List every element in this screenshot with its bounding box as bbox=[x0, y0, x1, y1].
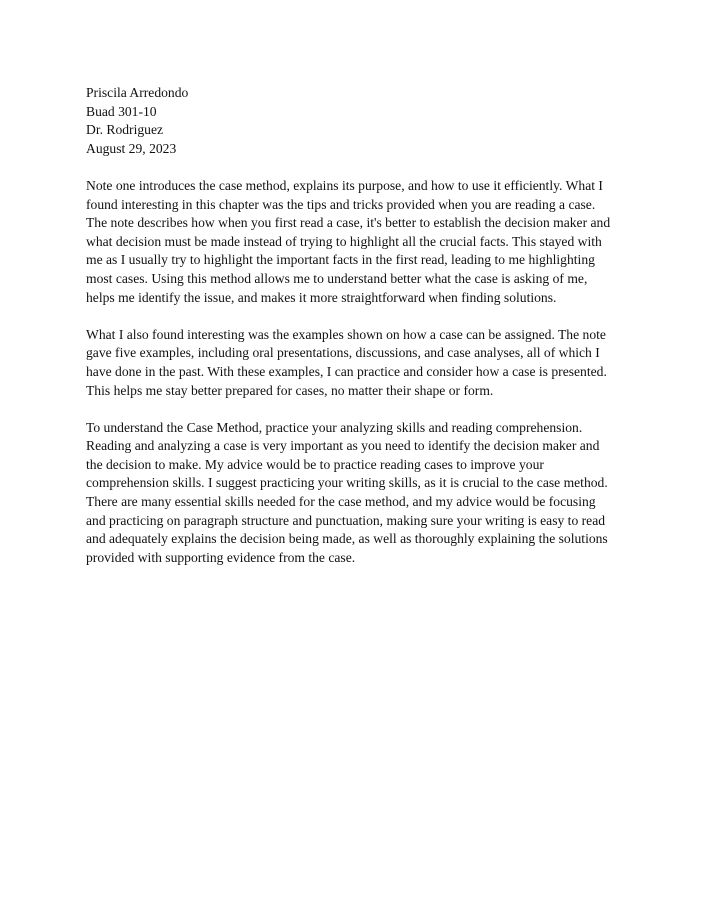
author-name: Priscila Arredondo bbox=[86, 85, 189, 100]
body-paragraph bbox=[86, 177, 646, 307]
document-page bbox=[86, 84, 646, 586]
document-date: August 29, 2023 bbox=[86, 140, 177, 156]
paragraph-line: and practicing on paragraph structure and punctuation, making sure your writing is easy to read bbox=[86, 512, 606, 528]
paragraph-line: comprehension skills. I suggest practicing your writing skills, as it is crucial to the case method. bbox=[86, 475, 608, 491]
paragraph-line: the decision to make. My advice would be to practice reading cases to improve your bbox=[86, 456, 544, 472]
paragraph-line: helps me identify the issue, and makes it more straightforward when finding solutions. bbox=[86, 289, 557, 305]
paragraph-line: found interesting in this chapter was the tips and tricks provided when you are reading a case. bbox=[86, 196, 596, 212]
paragraph-line: provided with supporting evidence from the case. bbox=[86, 549, 356, 565]
paragraph-line: and adequately explains the decision being made, as well as thoroughly explaining the solutions bbox=[86, 531, 608, 547]
body-paragraph bbox=[86, 326, 646, 400]
paragraph-line: The note describes how when you first read a case, it's better to establish the decision maker and bbox=[86, 215, 611, 231]
paragraph-line: What I also found interesting was the examples shown on how a case can be assigned. The note bbox=[86, 326, 606, 342]
paragraph-line: what decision must be made instead of trying to highlight all the crucial facts. This stayed with bbox=[86, 233, 602, 249]
paragraph-line: me as I usually try to highlight the important facts in the first read, leading to me highlighting bbox=[86, 252, 595, 268]
document-header bbox=[86, 84, 646, 158]
paragraph-line: Note one introduces the case method, explains its purpose, and how to use it efficiently. What I bbox=[86, 177, 603, 193]
instructor-name: Dr. Rodriguez bbox=[86, 122, 164, 138]
paragraph-line: To understand the Case Method, practice your analyzing skills and reading comprehension. bbox=[86, 419, 583, 435]
paragraph-line: Reading and analyzing a case is very important as you need to identify the decision maker and bbox=[86, 438, 600, 454]
course-code: Buad 301-10 bbox=[86, 103, 157, 119]
paragraph-line: have done in the past. With these examples, I can practice and consider how a case is presented. bbox=[86, 363, 607, 379]
paragraph-line: gave five examples, including oral presentations, discussions, and case analyses, all of which I bbox=[86, 345, 600, 361]
paragraph-line: most cases. Using this method allows me to understand better what the case is asking of me, bbox=[86, 270, 588, 286]
body-paragraph bbox=[86, 419, 646, 568]
paragraph-line: There are many essential skills needed for the case method, and my advice would be focusing bbox=[86, 494, 596, 510]
paragraph-line: This helps me stay better prepared for cases, no matter their shape or form. bbox=[86, 382, 494, 398]
